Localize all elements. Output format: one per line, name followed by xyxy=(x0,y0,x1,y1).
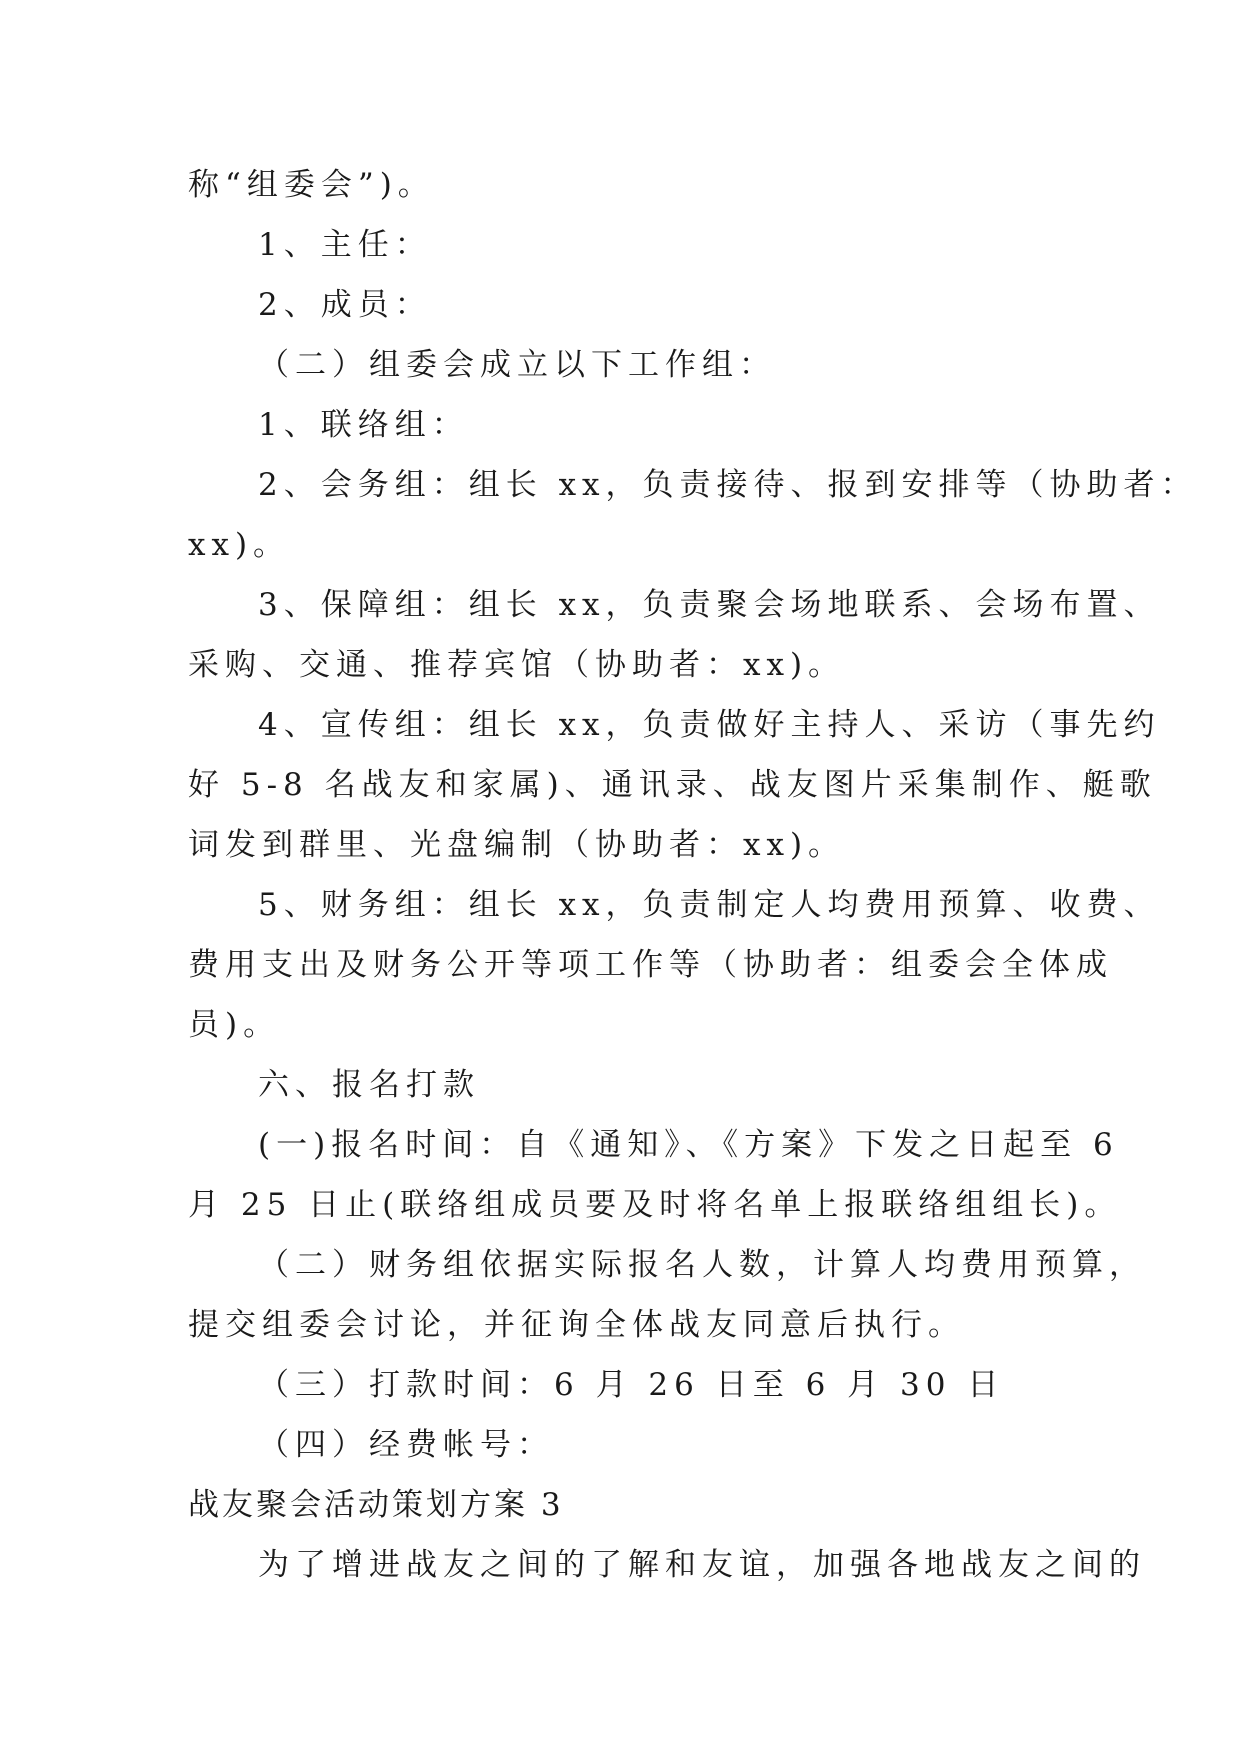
text-line: 费用支出及财务公开等项工作等（协助者：组委会全体成 xyxy=(188,947,1113,983)
text-line: 提交组委会讨论，并征询全体战友同意后执行。 xyxy=(188,1307,965,1343)
text-line: 2、会务组：组长 xx，负责接待、报到安排等（协助者： xyxy=(258,467,1198,503)
text-line: 词发到群里、光盘编制（协助者：xx)。 xyxy=(188,827,846,863)
text-line: （二）组委会成立以下工作组： xyxy=(258,347,776,383)
text-line: （二）财务组依据实际报名人数，计算人均费用预算， xyxy=(258,1247,1146,1283)
section-heading: 六、报名打款 xyxy=(258,1067,480,1103)
text-line: 采购、交通、推荐宾馆（协助者：xx)。 xyxy=(188,647,846,683)
text-line: 员)。 xyxy=(188,1007,281,1043)
text-line: （四）经费帐号： xyxy=(258,1427,554,1463)
text-line: 1、联络组： xyxy=(258,407,469,443)
text-line: 5、财务组：组长 xx，负责制定人均费用预算、收费、 xyxy=(258,887,1161,923)
text-line: 3、保障组：组长 xx，负责聚会场地联系、会场布置、 xyxy=(258,587,1161,623)
text-line: 1、主任： xyxy=(258,227,432,263)
text-line: 月 25 日止(联络组成员要及时将名单上报联络组组长)。 xyxy=(188,1187,1122,1223)
text-line: 4、宣传组：组长 xx，负责做好主持人、采访（事先约 xyxy=(258,707,1161,743)
text-line: 2、成员： xyxy=(258,287,432,323)
document-body xyxy=(188,155,1198,1595)
text-line: （三）打款时间：6 月 26 日至 6 月 30 日 xyxy=(258,1367,1005,1403)
text-line: 好 5-8 名战友和家属)、通讯录、战友图片采集制作、艇歌 xyxy=(188,767,1157,803)
text-line: 称“组委会”)。 xyxy=(188,167,435,203)
document-title: 战友聚会活动策划方案 3 xyxy=(188,1487,564,1523)
text-line: xx)。 xyxy=(188,527,291,563)
text-line: 为了增进战友之间的了解和友谊，加强各地战友之间的 xyxy=(258,1547,1146,1583)
text-line: (一)报名时间：自《通知》、《方案》下发之日起至 6 xyxy=(258,1127,1119,1163)
